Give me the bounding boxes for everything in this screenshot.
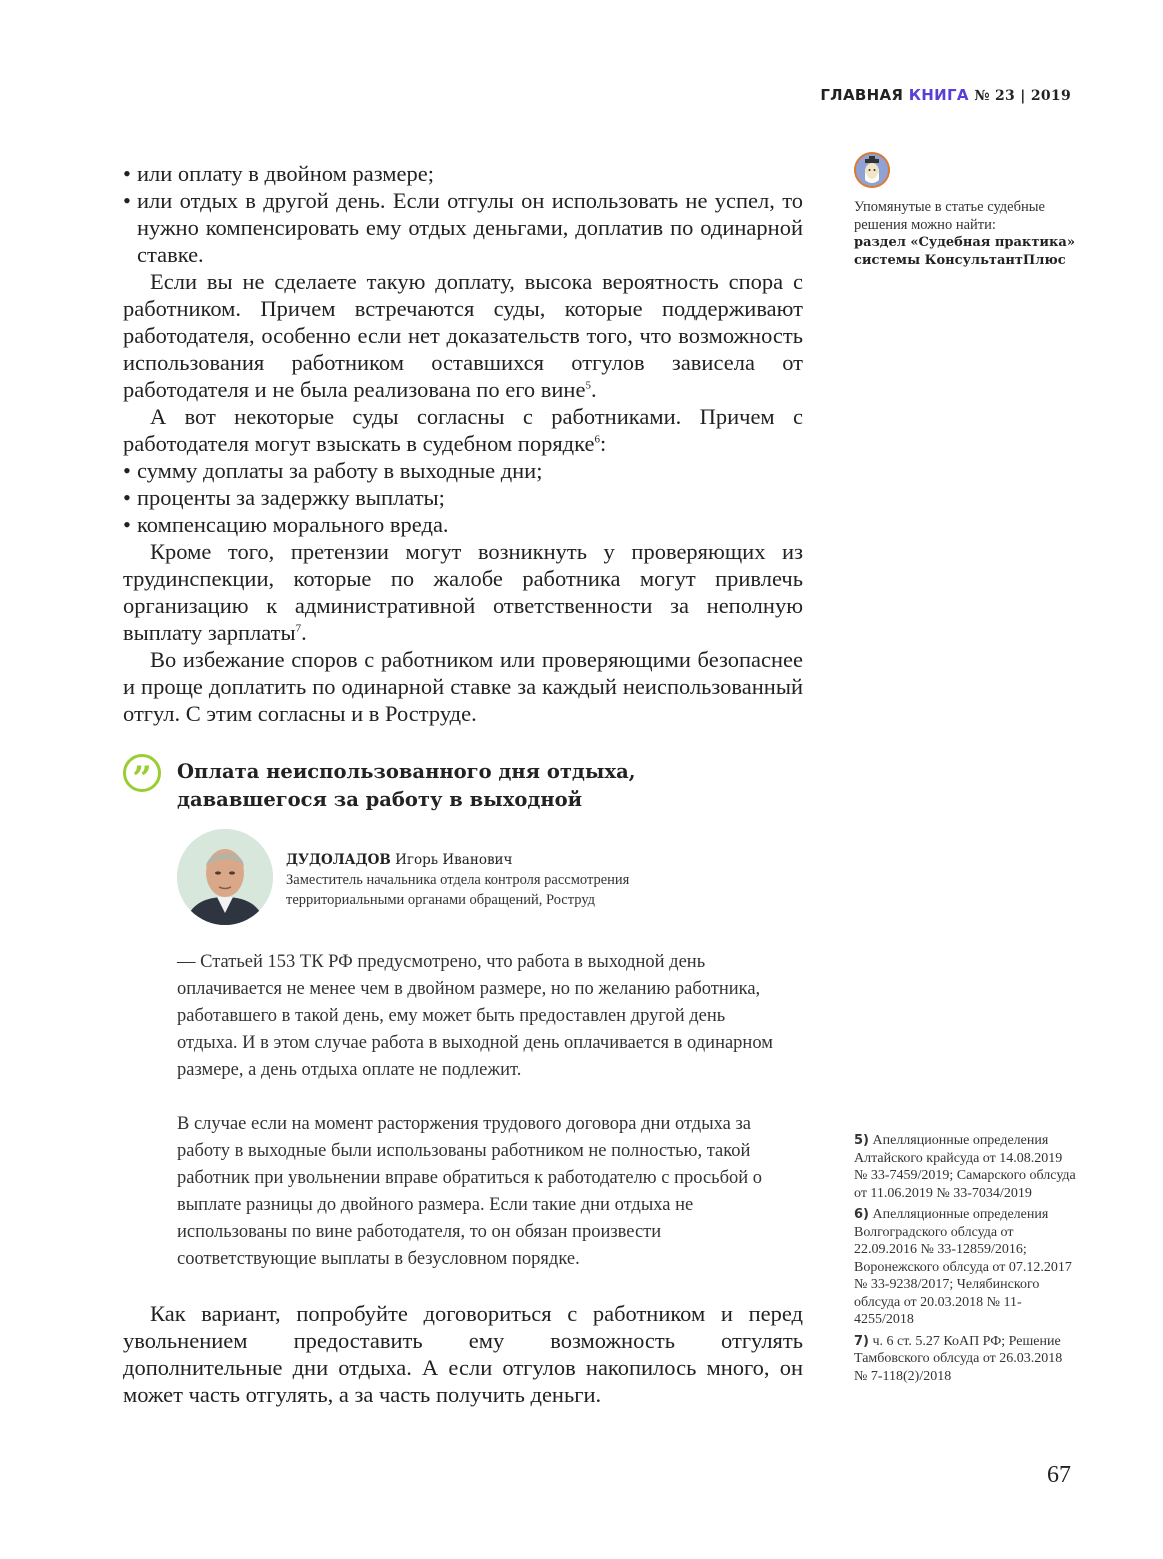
brand-main: ГЛАВНАЯ (820, 86, 904, 104)
closing-paragraph (123, 1300, 803, 1408)
footnote-ref[interactable]: 5 (585, 379, 591, 392)
sidebar-source: раздел «Судебная практика» системы КонсультантПлюс (854, 235, 1075, 268)
footnotes (854, 1132, 1079, 1389)
quote-icon: ” (123, 754, 161, 792)
quote-paragraph: — Статьей 153 ТК РФ предусмотрено, что работа в выходной день оплачивается не менее чем в двойном размере, но по желанию работника, работавшего в такой день, ему может быть предоставлен другой день отдыха. И в этом случае работа в выходной день оплачивается в одинарном размере, а день отдыха оплате не подлежит. (177, 952, 773, 1080)
quote-title: Оплата неиспользованного дня отдыха, дававшегося за работу в выходной (177, 760, 636, 811)
list-item: • или оплату в двойном размере; (123, 160, 803, 187)
expert-avatar (177, 829, 273, 925)
list-item: • проценты за задержку выплаты; (123, 484, 803, 511)
footnote-ref[interactable]: 6 (594, 433, 600, 446)
list-item: • или отдых в другой день. Если отгулы он использовать не успел, то нужно компенсировать ему отдых деньгами, доплатив по одинарной ставке. (123, 187, 803, 268)
footnote: 6) Апелляционные определения Волгоградского облсуда от 22.09.2016 № 33-12859/2016; Воронежского облсуда от 07.12.2017 № 33-9238/2017; Челябинского облсуда от 20.03.2018 № 11-4255/2018 (854, 1207, 1072, 1327)
issue-number: № 23 | 2019 (974, 88, 1071, 104)
footnote: 5) Апелляционные определения Алтайского крайсуда от 14.08.2019 № 33-7459/2019; Самарского облсуда от 11.06.2019 № 33-7034/2019 (854, 1133, 1076, 1201)
sidebar-text: Упомянутые в статье судебные решения можно найти: (854, 199, 1045, 233)
list-item: • сумму доплаты за работу в выходные дни; (123, 457, 803, 484)
footnote-ref[interactable]: 7 (295, 622, 302, 635)
article-body (123, 160, 803, 727)
paragraph: Если вы не сделаете такую доплату, высока вероятность спора с работником. Причем встречаются суды, которые поддерживают работодателя, особенно если нет доказательств того, что возможность использования работником оставшихся отгулов зависела от работодателя и не была реализована по его вине$^5$. (123, 269, 803, 402)
running-header (820, 86, 1071, 104)
footnote: 7) ч. 6 ст. 5.27 КоАП РФ; Решение Тамбовского облсуда от 26.03.2018 № 7-118(2)/2018 (854, 1333, 1063, 1384)
brand-accent: КНИГА (908, 86, 969, 104)
page-number: 67 (1047, 1462, 1071, 1488)
expert-role: Заместитель начальника отдела контроля рассмотрения территориальными органами обращений, Роструд (286, 872, 630, 908)
claims-list (123, 457, 803, 538)
expert-name: ДУДОЛАДОВ Игорь Иванович (286, 852, 513, 868)
paragraph: Как вариант, попробуйте договориться с работником и перед увольнением предоставить ему возможность отгулять дополнительные дни отдыха. А если отгулов накопилось много, он может часть отгулять, а за часть получить деньги. (123, 1301, 803, 1407)
pay-options-list (123, 160, 803, 268)
judge-icon (854, 152, 890, 188)
sidebar-note (854, 152, 1079, 270)
paragraph: А вот некоторые суды согласны с работниками. Причем с работодателя могут взыскать в судебном порядке$^6$: (123, 404, 803, 456)
list-item: • компенсацию морального вреда. (123, 511, 803, 538)
paragraph: Во избежание споров с работником или проверяющими безопаснее и проще доплатить по одинарной ставке за каждый неиспользованный отгул. С этим согласны и в Роструде. (123, 647, 803, 726)
paragraph: Кроме того, претензии могут возникнуть у проверяющих из трудинспекции, которые по жалобе работника могут привлечь организацию к административной ответственности за неполную выплату зарплаты$^7$. (123, 539, 803, 645)
quote-body (177, 949, 787, 1300)
quote-paragraph: В случае если на момент расторжения трудового договора дни отдыха за работу в выходные были использованы работником не полностью, такой работник при увольнении вправе обратиться к работодателю с просьбой о выплате разницы до двойного размера. Если такие дни отдыха не использованы по вине работодателя, то он обязан произвести соответствующие выплаты в безусловном порядке. (177, 1114, 763, 1269)
